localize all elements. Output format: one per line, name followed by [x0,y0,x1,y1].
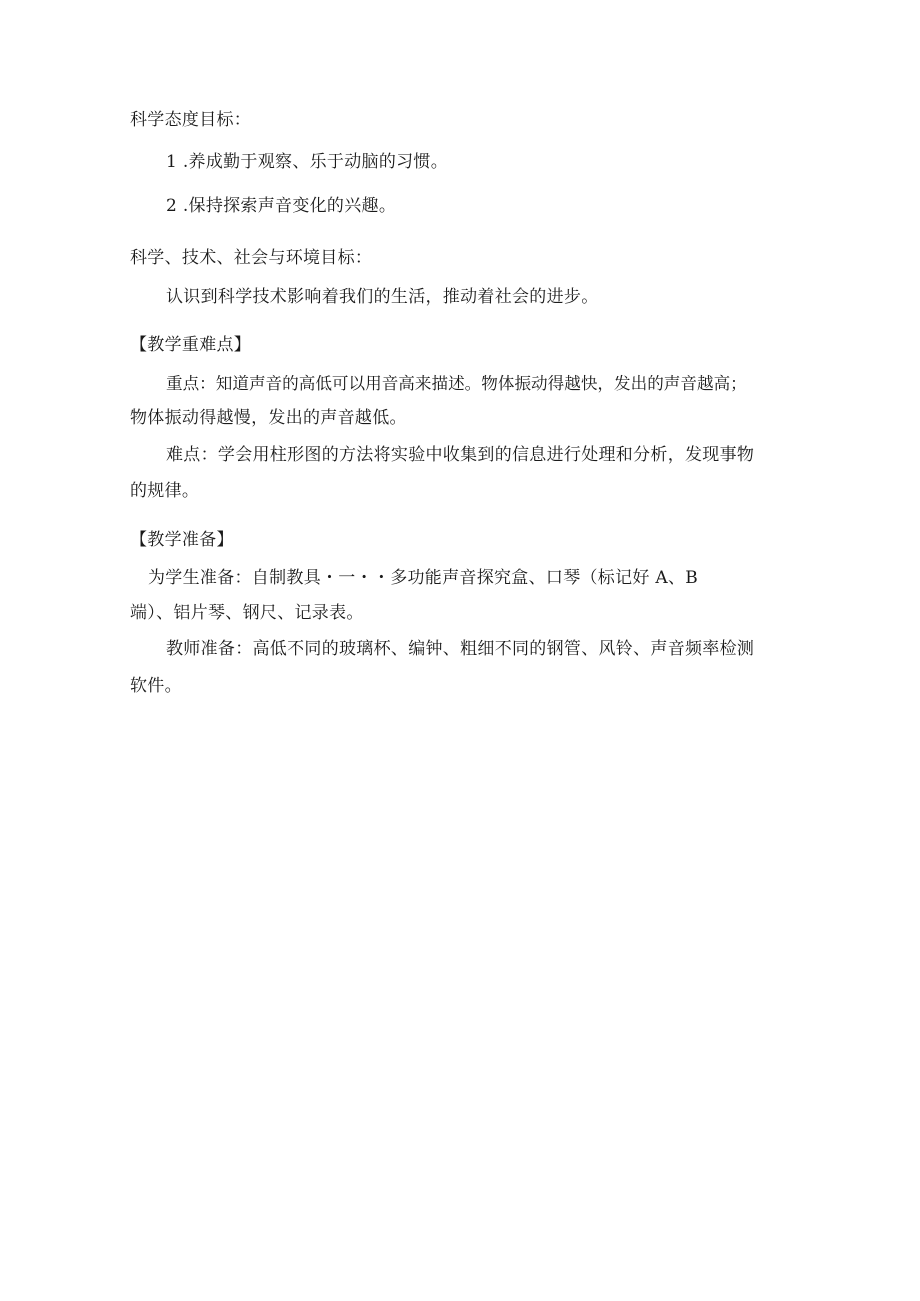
difficult-point-line-1: 难点：学会用柱形图的方法将实验中收集到的信息进行处理和分析，发现事物 [166,445,755,465]
sts-text: 认识到科学技术影响着我们的生活，推动着社会的进步。 [166,287,599,307]
difficult-point-line-2: 的规律。 [130,481,200,501]
student-prep-line-2: 端）、铝片琴、钢尺、记录表。 [130,603,364,623]
attitude-heading: 科学态度目标： [130,110,252,130]
student-prep-line-1: 为学生准备：自制教具・一・・多功能声音探究盒、口琴（标记好 A、B [148,568,699,588]
teacher-prep-line-2: 软件。 [130,676,182,696]
attitude-item-2: 2 .保持探索声音变化的兴趣。 [166,196,397,216]
preparation-heading: 【教学准备】 [130,530,234,550]
key-point-line-2: 物体振动得越慢，发出的声音越低。 [130,408,407,428]
sts-heading: 科学、技术、社会与环境目标： [130,248,373,268]
teacher-prep-line-1: 教师准备：高低不同的玻璃杯、编钟、粗细不同的钢管、风铃、声音频率检测 [166,639,755,659]
key-points-heading: 【教学重难点】 [130,335,252,355]
key-point-line-1: 重点：知道声音的高低可以用音高来描述。物体振动得越快，发出的声音越高； [166,374,747,393]
attitude-item-1: 1 .养成勤于观察、乐于动脑的习惯。 [166,152,449,172]
